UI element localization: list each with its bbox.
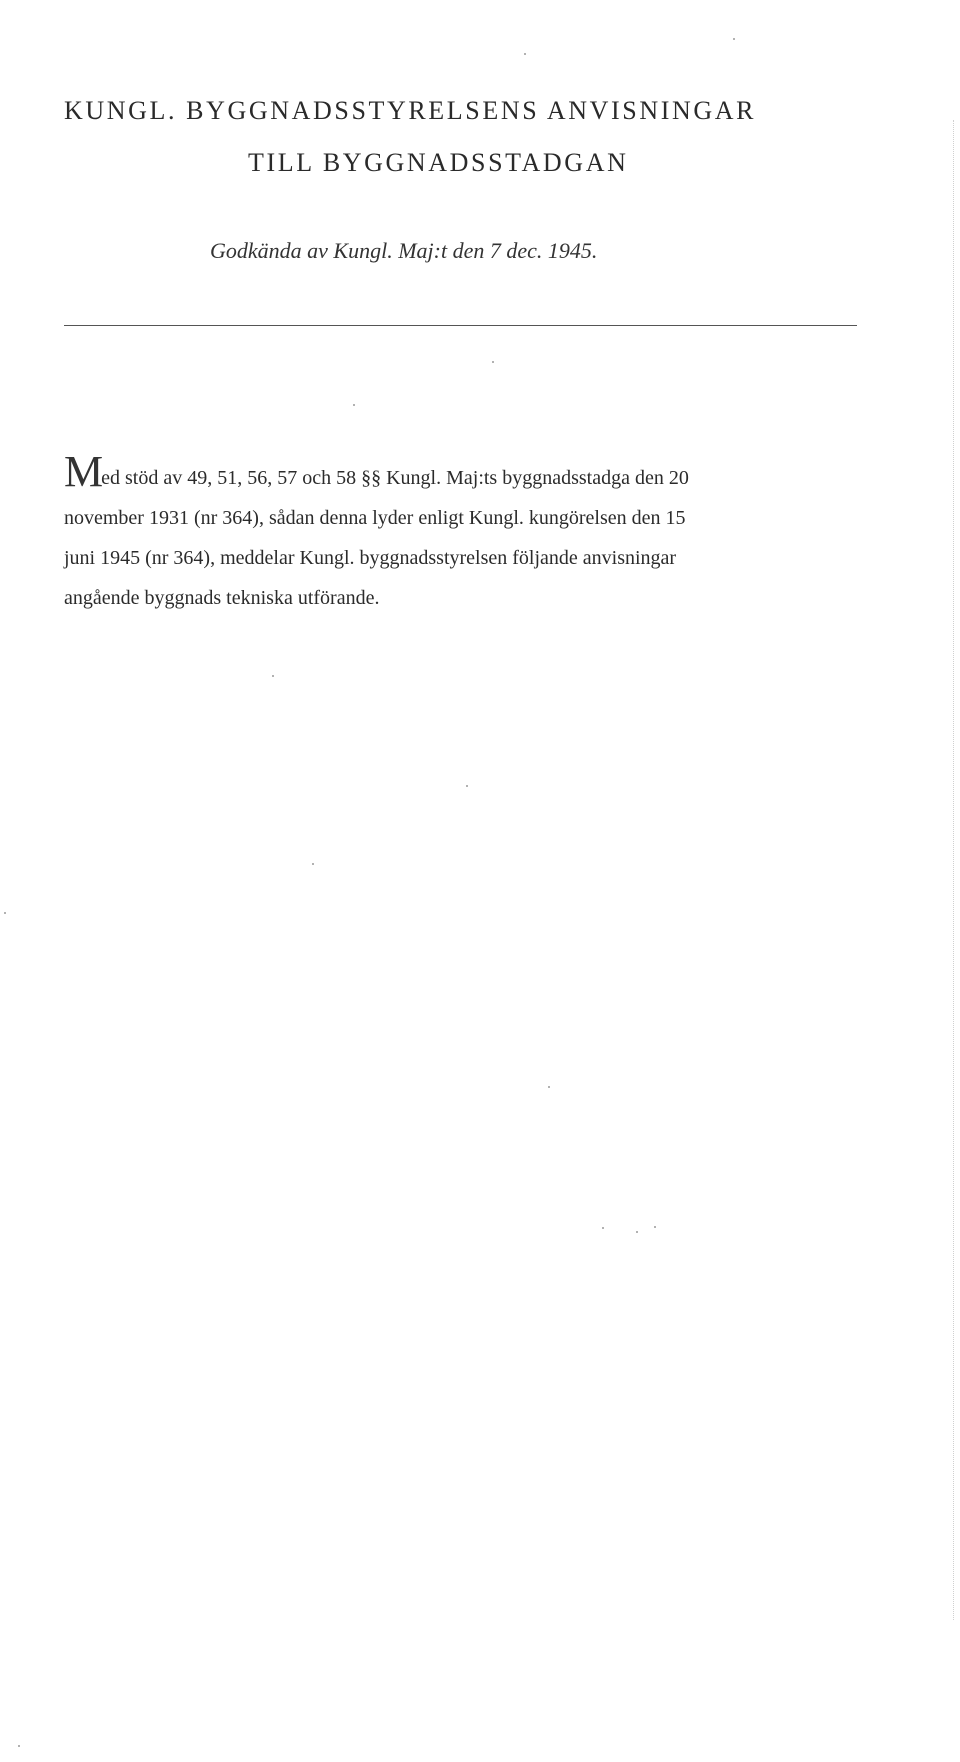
drop-cap: M (64, 447, 102, 496)
scan-speck (733, 38, 735, 40)
horizontal-rule (64, 325, 857, 326)
body-line-1-text: ed stöd av 49, 51, 56, 57 och 58 §§ Kungl. Maj:ts byggnadsstadga den 20 (101, 467, 689, 489)
approval-subtitle: Godkända av Kungl. Maj:t den 7 dec. 1945. (210, 238, 598, 263)
document-title-line-2: TILL BYGGNADSSTADGAN (248, 148, 629, 177)
scan-speck (492, 361, 494, 363)
scan-speck (18, 1745, 20, 1747)
scan-speck (4, 912, 6, 914)
scan-speck (353, 404, 355, 406)
scan-speck (602, 1227, 604, 1229)
document-title-line-1: KUNGL. BYGGNADSSTYRELSENS ANVISNINGAR (64, 96, 757, 125)
scan-speck (654, 1226, 656, 1228)
body-line-3: juni 1945 (nr 364), meddelar Kungl. byggnadsstyrelsen följande anvisningar (64, 547, 677, 569)
body-line-1 (64, 447, 864, 498)
scan-speck (312, 863, 314, 865)
scan-speck (636, 1231, 638, 1233)
scan-edge-line (953, 120, 954, 1620)
scan-speck (272, 675, 274, 677)
body-line-2: november 1931 (nr 364), sådan denna lyder enligt Kungl. kungörelsen den 15 (64, 507, 686, 529)
body-line-4: angående byggnads tekniska utförande. (64, 587, 380, 609)
body-paragraph (64, 447, 864, 618)
scan-speck (548, 1086, 550, 1088)
scan-speck (466, 785, 468, 787)
scan-speck (524, 53, 526, 55)
